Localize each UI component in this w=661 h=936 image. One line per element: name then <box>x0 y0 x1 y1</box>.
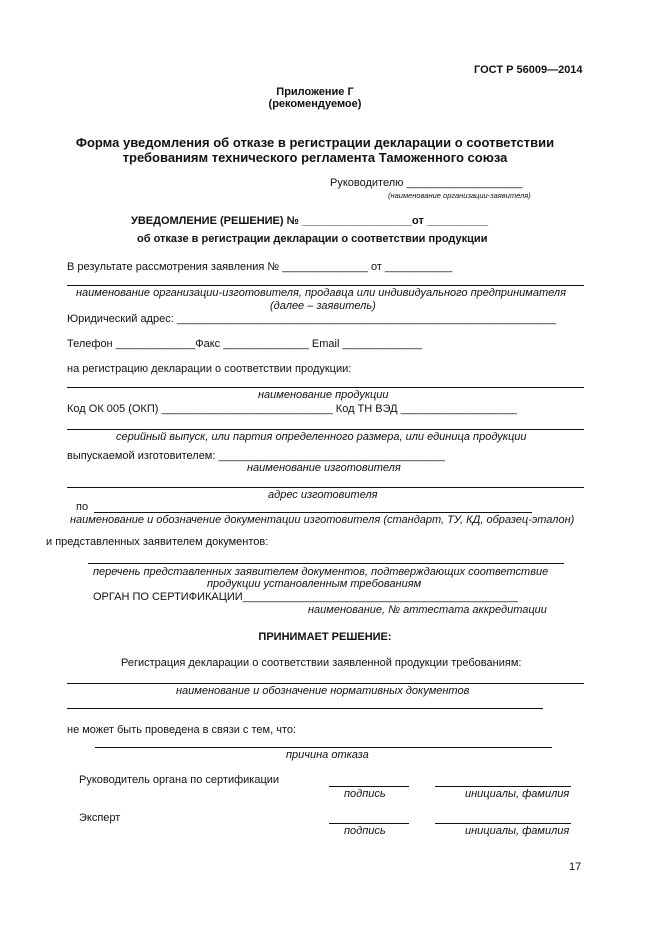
decision-text: Регистрация декларации о соответствии заявленной продукции требованиям: <box>121 657 522 669</box>
head-name-line <box>435 786 571 787</box>
expert-signature-hint: подпись <box>344 825 386 837</box>
contacts-field: Телефон _____________Факс ______________ Email _____________ <box>67 338 422 350</box>
form-title-line1: Форма уведомления об отказе в регистрации декларации о соответствии <box>75 135 555 150</box>
annex-status: (рекомендуемое) <box>268 98 362 110</box>
documents-line <box>88 563 564 564</box>
norms-hint: наименование и обозначение нормативных документов <box>176 685 470 697</box>
head-signature-hint: подпись <box>344 788 386 800</box>
notice-subheading: об отказе в регистрации декларации о соответствии продукции <box>137 233 488 245</box>
by-label: по <box>76 501 89 513</box>
documents-hint-2: продукции установленным требованиям <box>207 578 422 590</box>
expert-name-hint: инициалы, фамилия <box>465 825 570 837</box>
address-hint: адрес изготовителя <box>268 489 378 501</box>
documents-hint: перечень представленных заявителем документов, подтверждающих соответствие <box>93 566 549 578</box>
applicant-line <box>67 285 584 286</box>
documentation-hint: наименование и обозначение документации изготовителя (стандарт, ТУ, КД, образец-эталон) <box>70 514 575 526</box>
addressee-label: Руководителю ___________________ <box>330 177 523 189</box>
applicant-hint: наименование организации-изготовителя, продавца или индивидуального предпринимателя <box>76 287 566 299</box>
legal-address-field: Юридический адрес: ______________________________________________________________ <box>67 313 557 325</box>
notice-heading: УВЕДОМЛЕНИЕ (РЕШЕНИЕ) № __________________от __________ <box>131 215 489 227</box>
form-title-line2: требованиям технического регламента Таможенного союза <box>122 150 508 165</box>
documentation-line <box>94 512 532 513</box>
manufacturer-field: выпускаемой изготовителем: _____________________________________ <box>67 450 445 462</box>
codes-field: Код ОК 005 (ОКП) ____________________________ Код ТН ВЭД ___________________ <box>67 403 517 415</box>
certification-hint: наименование, № аттестата аккредитации <box>308 604 547 616</box>
application-line: В результате рассмотрения заявления № ______________ от ___________ <box>67 261 453 273</box>
expert-role: Эксперт <box>79 812 121 824</box>
reason-line <box>95 747 552 748</box>
cannot-text: не может быть проведена в связи с тем, что: <box>67 724 297 736</box>
expert-name-line <box>435 823 571 824</box>
product-line <box>67 387 584 388</box>
norms-line <box>67 683 584 684</box>
head-name-hint: инициалы, фамилия <box>465 788 570 800</box>
page-number: 17 <box>569 861 582 873</box>
annex-title: Приложение Г <box>276 86 354 98</box>
product-hint: наименование продукции <box>258 389 389 401</box>
documents-text: и представленных заявителем документов: <box>46 536 269 548</box>
norms-line-2 <box>67 708 543 709</box>
head-role: Руководитель органа по сертификации <box>79 774 280 786</box>
applicant-hint-2: (далее – заявитель) <box>270 300 376 312</box>
reason-hint: причина отказа <box>286 749 369 761</box>
manufacturer-hint: наименование изготовителя <box>247 462 401 474</box>
certification-body-field: ОРГАН ПО СЕРТИФИКАЦИИ_____________________________________________ <box>93 591 518 603</box>
address-line <box>67 487 584 488</box>
registration-text: на регистрацию декларации о соответствии продукции: <box>67 363 352 375</box>
batch-line <box>67 429 584 430</box>
expert-signature-line <box>329 823 409 824</box>
addressee-hint: (наименование организации-заявителя) <box>388 191 531 200</box>
decision-heading: ПРИНИМАЕТ РЕШЕНИЕ: <box>258 631 392 643</box>
standard-code: ГОСТ Р 56009—2014 <box>474 64 583 76</box>
batch-hint: серийный выпуск, или партия определенного размера, или единица продукции <box>116 431 527 443</box>
head-signature-line <box>329 786 409 787</box>
